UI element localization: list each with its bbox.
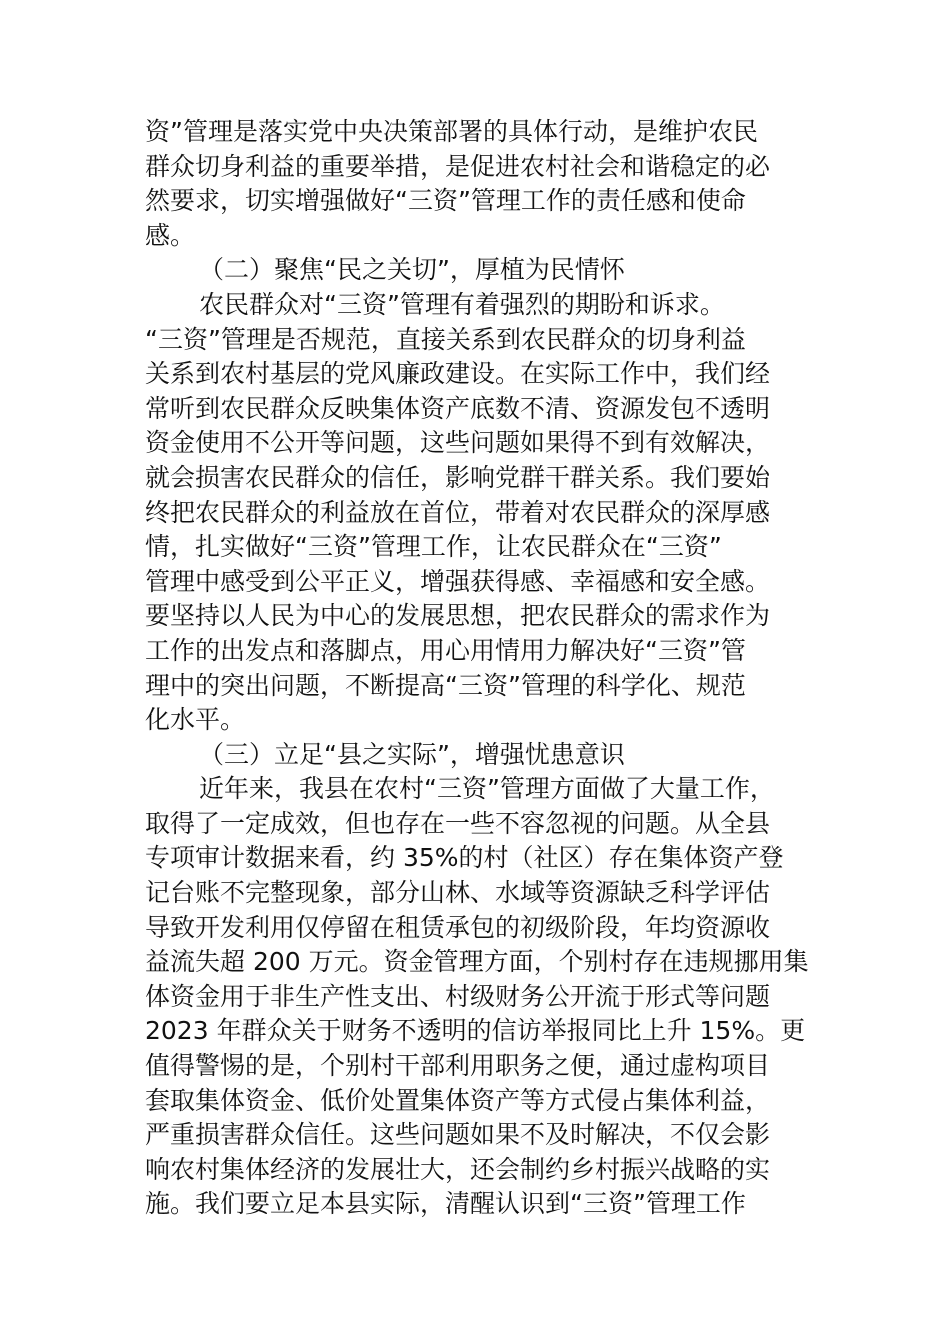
text-line: 要坚持以人民为中心的发展思想，把农民群众的需求作为 — [145, 601, 771, 631]
text-line: 值得警惕的是，个别村干部利用职务之便，通过虚构项目 — [145, 1051, 771, 1081]
text-line: 就会损害农民群众的信任，影响党群干群关系。我们要始 — [145, 462, 771, 492]
text-line: 情，扎实做好“三资”管理工作，让农民群众在“三资” — [145, 532, 722, 562]
text-line: 理中的突出问题，不断提高“三资”管理的科学化、规范 — [145, 670, 746, 700]
text-line: 响农村集体经济的发展壮大，还会制约乡村振兴战略的实 — [145, 1154, 771, 1184]
document-body — [145, 115, 845, 1222]
text-line: 感。 — [145, 220, 196, 250]
text-line: 取得了一定成效，但也存在一些不容忽视的问题。从全县 — [145, 808, 771, 838]
text-line: “三资”管理是否规范，直接关系到农民群众的切身利益 — [145, 324, 746, 354]
text-line: 专项审计数据来看，约 35%的村（社区）存在集体资产登 — [145, 843, 784, 873]
text-line: 套取集体资金、低价处置集体资产等方式侵占集体利益， — [145, 1085, 771, 1115]
text-line: 常听到农民群众反映集体资产底数不清、资源发包不透明 — [145, 393, 771, 423]
text-line: 体资金用于非生产性支出、村级财务公开流于形式等问题 — [145, 981, 771, 1011]
text-line: 近年来，我县在农村“三资”管理方面做了大量工作， — [199, 774, 775, 804]
text-line: 导致开发利用仅停留在租赁承包的初级阶段，年均资源收 — [145, 912, 771, 942]
text-line: 化水平。 — [145, 705, 246, 735]
text-line: 终把农民群众的利益放在首位，带着对农民群众的深厚感 — [145, 497, 771, 527]
text-line: 资”管理是落实党中央决策部署的具体行动，是维护农民 — [145, 117, 758, 146]
text-line: 施。我们要立足本县实际，清醒认识到“三资”管理工作 — [145, 1189, 746, 1219]
text-line: （二）聚焦“民之关切”，厚植为民情怀 — [199, 255, 625, 285]
text-line: 严重损害群众信任。这些问题如果不及时解决，不仅会影 — [145, 1120, 771, 1150]
text-line: 2023 年群众关于财务不透明的信访举报同比上升 15%。更 — [145, 1016, 806, 1046]
text-line: 工作的出发点和落脚点，用心用情用力解决好“三资”管 — [145, 635, 746, 665]
text-line: （三）立足“县之实际”，增强忧患意识 — [199, 739, 625, 769]
text-line: 农民群众对“三资”管理有着强烈的期盼和诉求。 — [199, 289, 725, 319]
text-line: 管理中感受到公平正义，增强获得感、幸福感和安全感。 — [145, 566, 771, 596]
text-line: 记台账不完整现象，部分山林、水域等资源缺乏科学评估 — [145, 878, 771, 908]
text-line: 益流失超 200 万元。资金管理方面，个别村存在违规挪用集 — [145, 947, 809, 977]
text-line: 然要求，切实增强做好“三资”管理工作的责任感和使命 — [145, 186, 746, 216]
text-line: 关系到农村基层的党风廉政建设。在实际工作中，我们经 — [145, 359, 771, 389]
text-line: 群众切身利益的重要举措，是促进农村社会和谐稳定的必 — [145, 151, 771, 181]
text-line: 资金使用不公开等问题，这些问题如果得不到有效解决， — [145, 428, 771, 458]
